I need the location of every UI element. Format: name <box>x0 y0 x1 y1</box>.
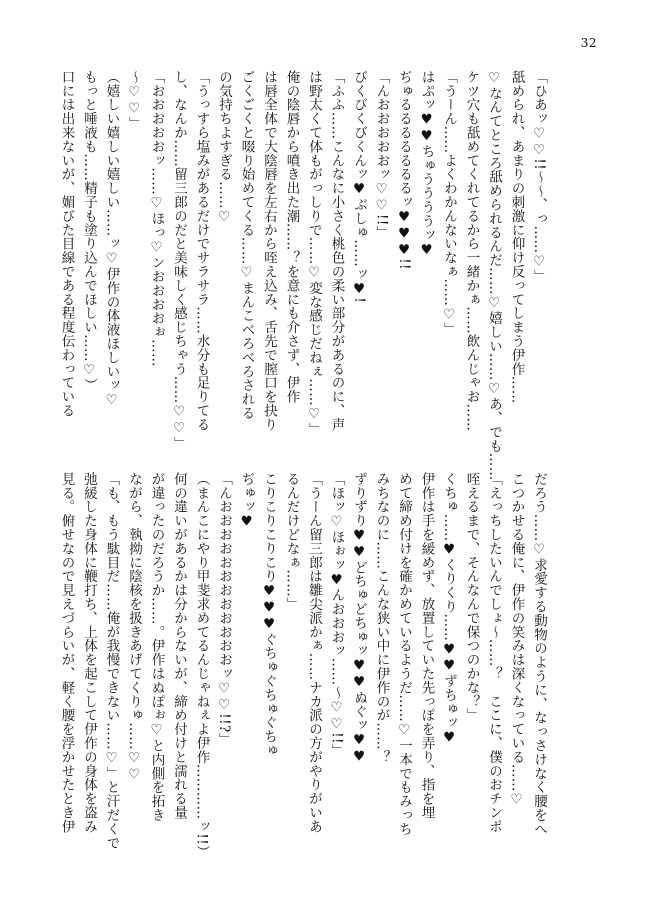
text-line: 「ふふ……こんなに小さく桃色の柔い部分があるのに、声 <box>328 70 345 432</box>
text-line: 「えっちしたいんでしょ～……？ ここに、僕のおチンポ <box>486 472 502 834</box>
text-line: し、なんか……留三郎のだと美味しく感じちゃう……♡♡」 <box>171 70 187 451</box>
lower-text-block <box>58 472 550 859</box>
text-line: 「ひあッ♡♡!!～～、っ……♡」 <box>531 70 547 284</box>
text-line: の気持ちよすぎる……♡ <box>216 70 232 226</box>
text-line: 咥えるまで、そんなんで保つのかな？」 <box>463 472 480 723</box>
text-line: みちなのに……こんな狭い中に伊作のが……？ <box>373 472 390 764</box>
text-line: ごくごくと啜り始めてくる……♡まんこべろべろされる <box>238 70 255 420</box>
page-number: 32 <box>580 36 597 50</box>
text-line: ながら、執拗に陰核を扱きあげてくりゅ……♡♡ <box>126 472 142 783</box>
text-line: ケツ穴も舐めてくれてるから一緒かぁ……飲んじゃお…… <box>463 70 480 432</box>
text-line: 俺の陰唇から噴き出た潮……？を意にも介さず、伊作 <box>283 70 300 404</box>
text-line: こつかせる俺に、伊作の笑みは深くなっている……♡ <box>508 472 525 809</box>
text-line: くちゅ……♥くりくり……♥♥ずちゅッ♥ <box>441 472 457 747</box>
text-line: ぢゅッ♥ <box>238 472 255 531</box>
text-line: 見る。俯せなので見えづらいが、軽く腰を浮かせたとき伊 <box>58 472 75 834</box>
text-line: 「おおおおおッ……♡ほっ♡ンおおおおぉ…… <box>148 70 165 367</box>
text-line: 何の違いがあるかは分からないが、締め付けと濡れる量 <box>171 472 187 820</box>
text-line: ずりずり♥♥どちゅどちゅッ♥♥ぬぐッ♥♥ <box>351 472 367 765</box>
text-line: （嬉しい嬉しい嬉しい……ッ♡伊作の体液ほしいッ♡ <box>103 70 120 409</box>
text-line: 舐められ、あまりの刺激に仰け反ってしまう伊作…… <box>508 70 525 404</box>
text-line: ♡なんてところ舐められるんだ……♡嬉しい……♡あ、でも…… <box>486 70 502 481</box>
text-line: 「んおおおおおおおおおおおおッ♡♡!!?」 <box>216 472 232 747</box>
text-line: 「うーん……よくわかんないなぁ……♡」 <box>441 70 457 337</box>
text-line: 「んおおおおおッ♡♡!!」 <box>373 70 390 240</box>
text-line: るんだけどなぁ……」 <box>283 472 300 611</box>
text-line: が違ったのだろうか……。伊作はぬぽぉ♡と内側を拓き <box>148 472 165 822</box>
text-line: 伊作は手を緩めず、放置していた先っぽを弄り、指を埋 <box>418 472 435 820</box>
text-line: 「うっすら塩みがあるだけでサラサラ……水分も足りてる <box>193 70 210 432</box>
text-line: もっと唾液も……精子も塗り込んでほしい……♡） <box>81 70 97 393</box>
text-line: は唇全体で大陰唇を左右から咥え込み、舌先で膣口を抉り <box>261 70 277 432</box>
text-line: はぷッ♥♥ちゅううううッ♥ <box>418 70 435 259</box>
text-line: は野太くて体もがっしりで……♡変な感じだねぇ……♡」 <box>306 70 322 437</box>
text-line: 口には出来ないが、媚びた目線である程度伝わっている <box>58 70 75 418</box>
text-line: 「ほッ♡ほぉッ♥んおおおッ……～♡♡!!」 <box>328 472 345 758</box>
text-line: （まんこにやり甲斐求めてるんじゃねぇよ伊作…………ッ!!） <box>193 472 210 859</box>
text-line: こりこりこりこり♥♥♥ぐちゅぐちゅぐちゅ <box>261 472 277 758</box>
text-line: びくびくびくんッ♥ぶしゅ……ッ♥! <box>351 70 367 304</box>
text-line: ぢゅるるるるるるるッ♥♥♥!! <box>396 70 412 270</box>
upper-text-block <box>58 70 550 481</box>
text-line: めて締め付けを確かめているようだ……♡一本でもみっち <box>396 472 412 836</box>
text-line: ～♡♡」 <box>126 70 142 131</box>
text-line: だろう……♡求愛する動物のように、なっさけなく腰をへ <box>531 472 547 836</box>
text-line: 「も、もう駄目だ……俺が我慢できない……♡」と汗だくで <box>103 472 120 850</box>
text-line: 「うーん留三郎は雛尖派かぁ……ナカ派の方がやりがいあ <box>306 472 322 834</box>
text-line: 弛緩した身体に鞭打ち、上体を起こして伊作の身体を盗み <box>81 472 97 834</box>
